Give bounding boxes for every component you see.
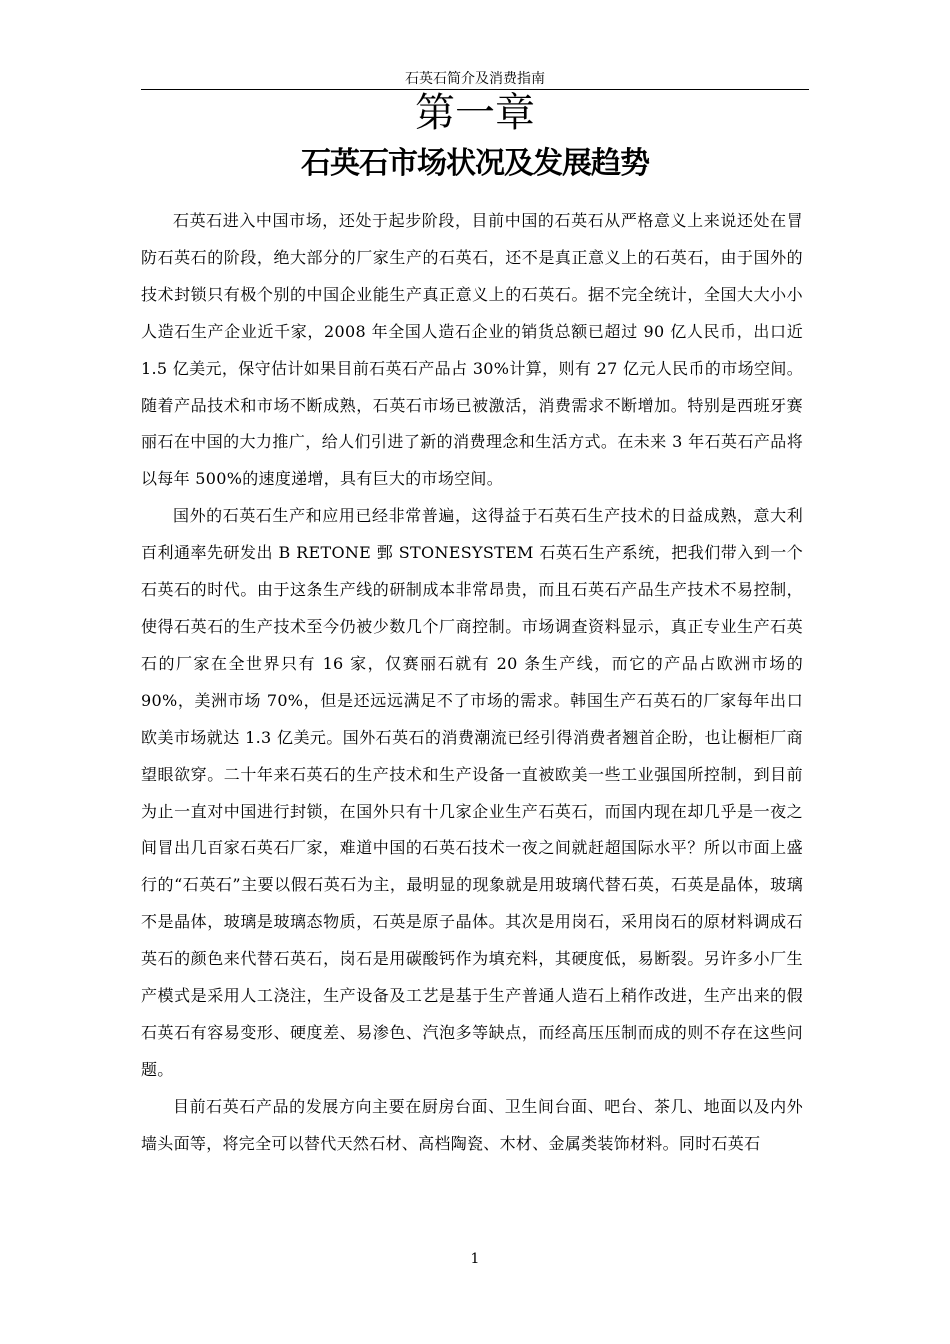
chapter-label: 第一章 [415,90,535,136]
running-header: 石英石简介及消费指南 [405,71,545,87]
page-number: 1 [470,1251,480,1267]
body-text [141,203,803,1163]
paragraph: 国外的石英石生产和应用已经非常普遍，这得益于石英石生产技术的日益成熟，意大利百利通率先研发出 B RETONE 鄄 STONESYSTEM 石英石生产系统，把我们带入到一个石英石的时代。由于这条生产线的研制成本非常昂贵，而且石英石产品生产技术不易控制，使得石英石的生产技术至今仍被少数几个厂商控制。市场调查资料显示，真正专业生产石英石的厂家在全世界只有 16 家，仅赛丽石就有 20 条生产线，而它的产品占欧洲市场的 90%，美洲市场 70%，但是还远远满足不了市场的需求。韩国生产石英石的厂家每年出口欧美市场就达 1.3 亿美元。国外石英石的消费潮流已经引得消费者翘首企盼，也让橱柜厂商望眼欲穿。二十年来石英石的生产技术和生产设备一直被欧美一些工业强国所控制，到目前为止一直对中国进行封锁，在国外只有十几家企业生产石英石，而国内现在却几乎是一夜之间冒出几百家石英石厂家，难道中国的石英石技术一夜之间就赶超国际水平？所以市面上盛行的“石英石”主要以假石英石为主，最明显的现象就是用玻璃代替石英，石英是晶体，玻璃不是晶体，玻璃是玻璃态物质，石英是原子晶体。其次是用岗石，采用岗石的原材料调成石英石的颜色来代替石英石，岗石是用碳酸钙作为填充料，其硬度低，易断裂。另许多小厂生产模式是采用人工浇注，生产设备及工艺是基于生产普通人造石上稍作改进，生产出来的假石英石有容易变形、硬度差、易渗色、汽泡多等缺点，而经高压压制而成的则不存在这些问题。 [141,506,803,1079]
chapter-title: 石英石市场状况及发展趋势 [301,146,649,181]
paragraph: 目前石英石产品的发展方向主要在厨房台面、卫生间台面、吧台、茶几、地面以及内外墙头面等，将完全可以替代天然石材、高档陶瓷、木材、金属类装饰材料。同时石英石 [141,1096,803,1153]
paragraph: 石英石进入中国市场，还处于起步阶段，目前中国的石英石从严格意义上来说还处在冒防石英石的阶段，绝大部分的厂家生产的石英石，还不是真正意义上的石英石，由于国外的技术封锁只有极个别的中国企业能生产真正意义上的石英石。据不完全统计，全国大大小小人造石生产企业近千家，2008 年全国人造石企业的销货总额已超过 90 亿人民币，出口近 1.5 亿美元，保守估计如果目前石英石产品占 30%计算，则有 27 亿元人民币的市场空间。随着产品技术和市场不断成熟，石英石市场已被激活，消费需求不断增加。特别是西班牙赛丽石在中国的大力推广，给人们引进了新的消费理念和生活方式。在未来 3 年石英石产品将以每年 500%的速度递增，具有巨大的市场空间。 [141,211,803,489]
